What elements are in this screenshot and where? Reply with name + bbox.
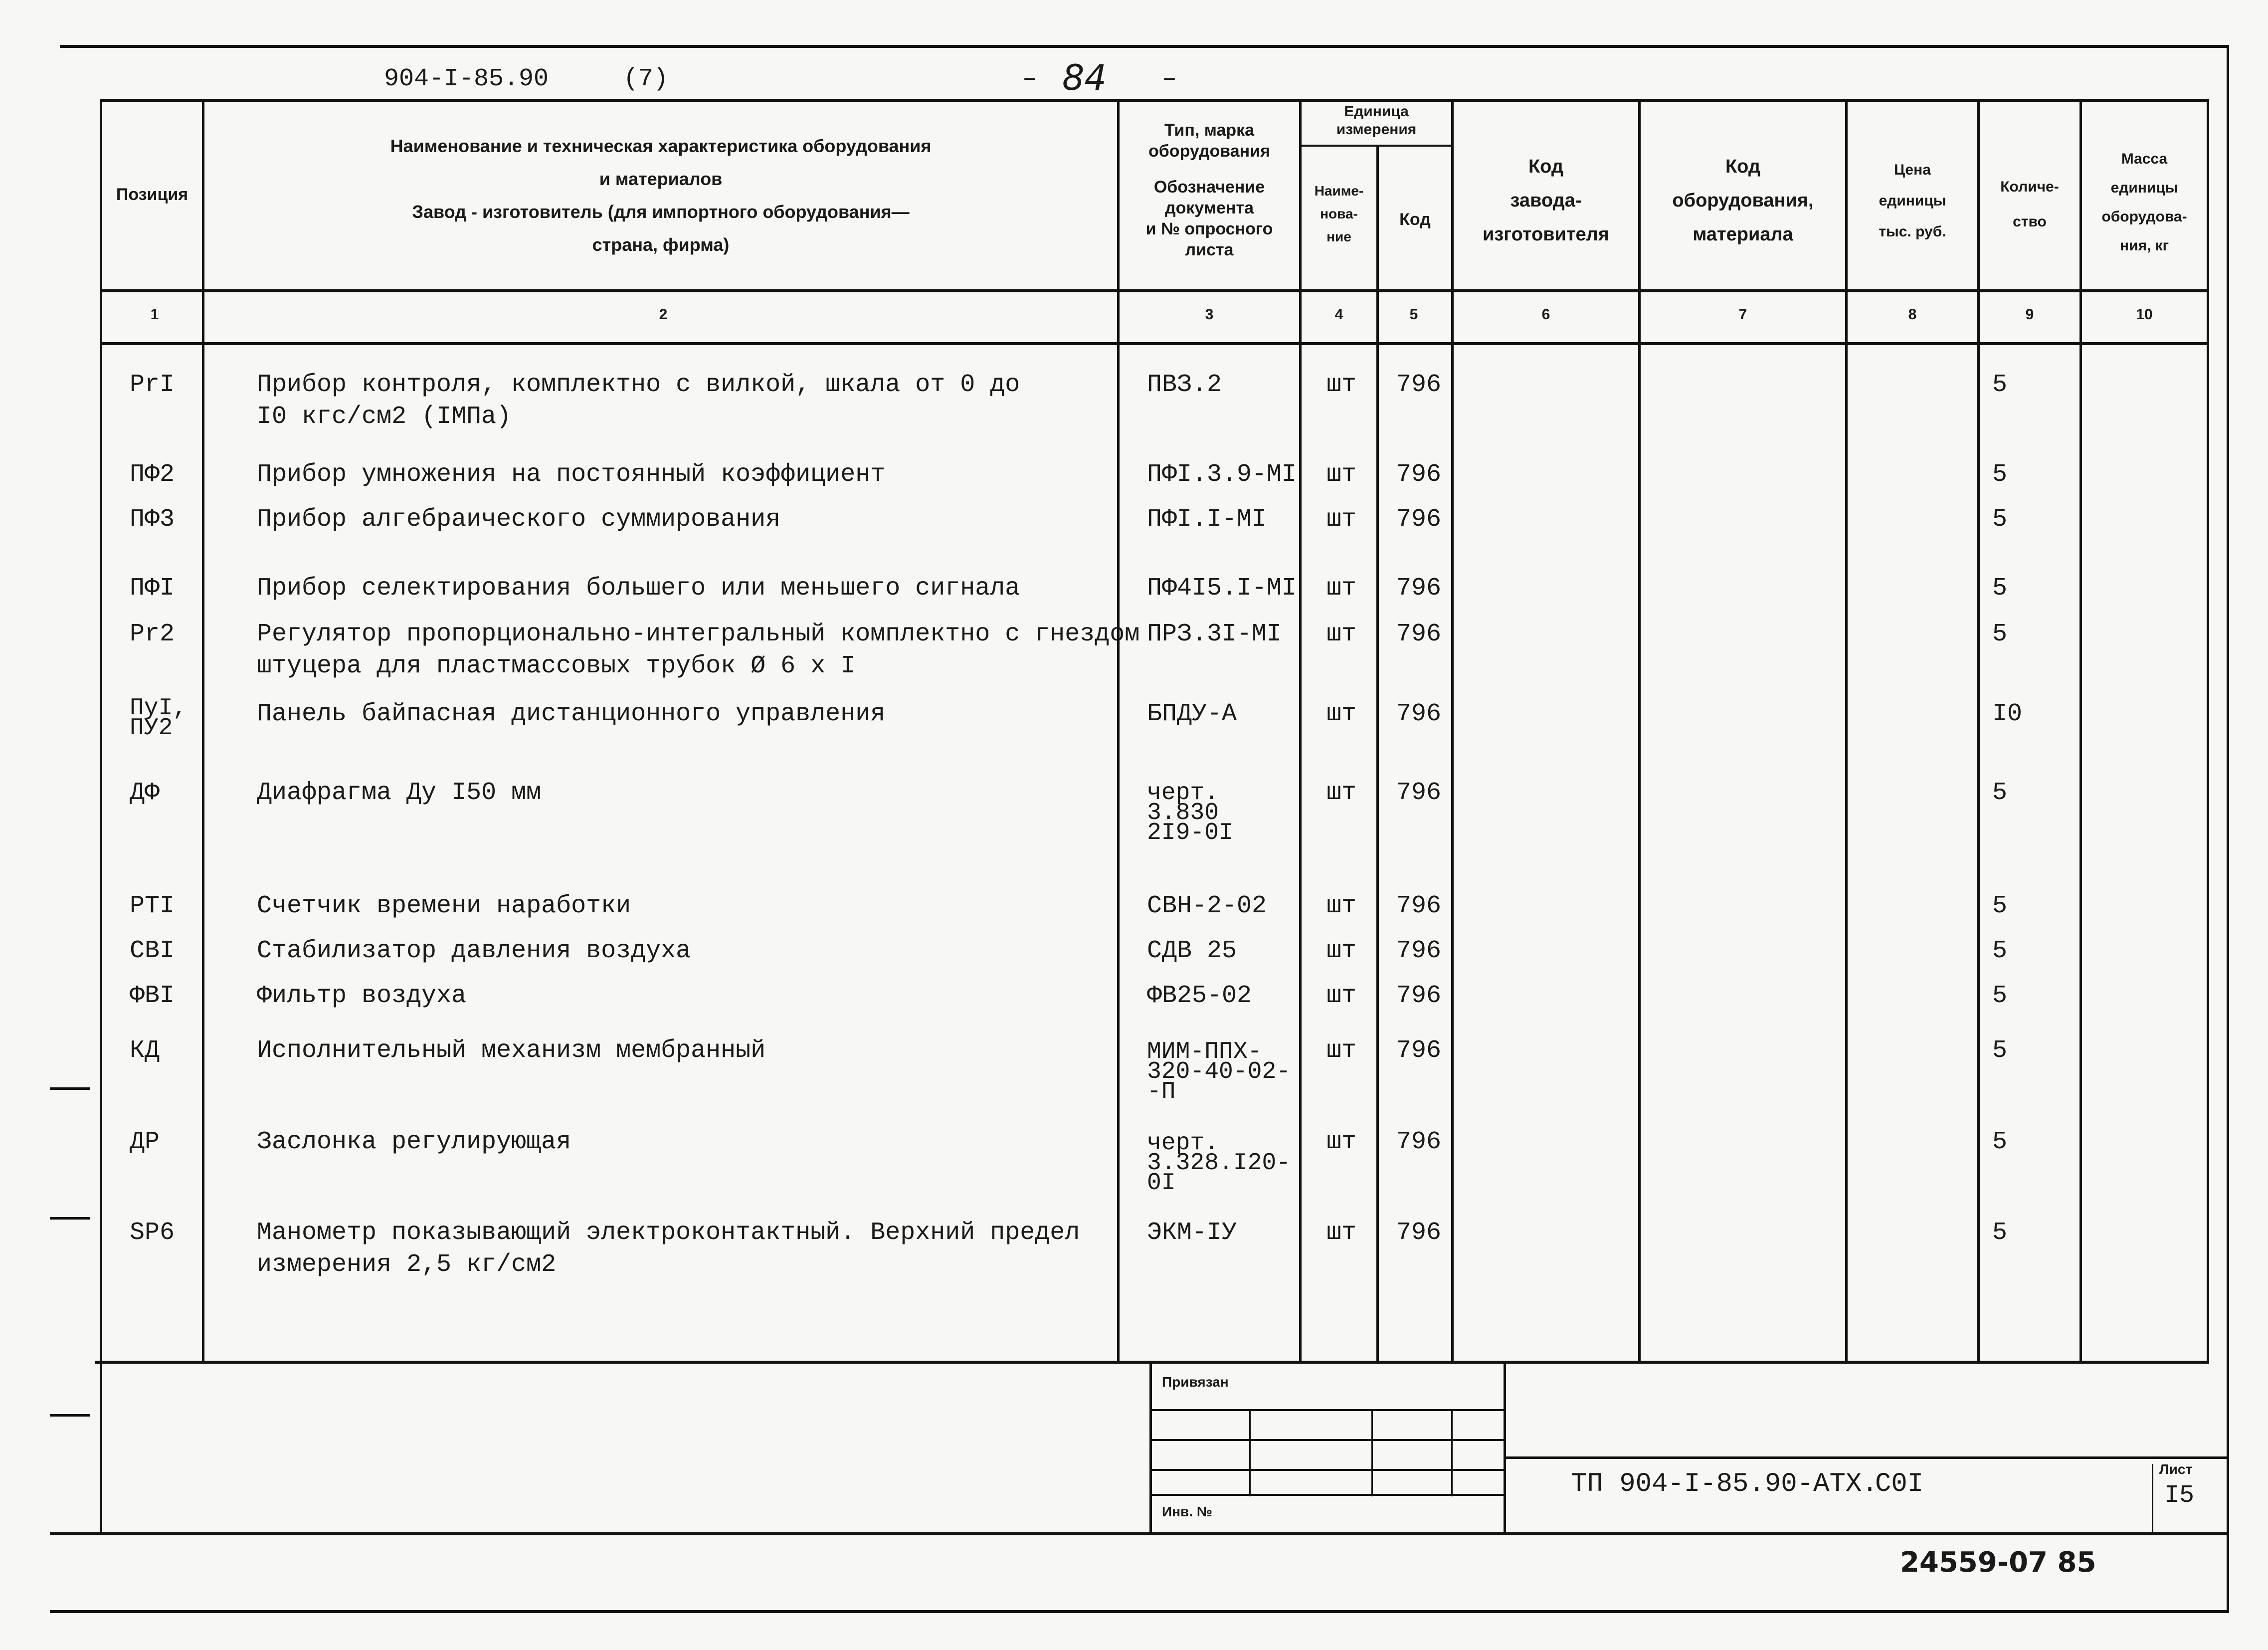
stamp-cell-2 (1371, 1409, 1373, 1496)
footer-archive-number: 24559-07 85 (1900, 1546, 2096, 1579)
row-unit: шт (1326, 1128, 1357, 1156)
header-name-line3: Завод - изготовитель (для импортного оборудования— (412, 202, 910, 222)
row-name: Диафрагма Ду I50 мм (257, 779, 542, 807)
row-unit: шт (1326, 982, 1357, 1010)
row-unit-code: 796 (1396, 371, 1442, 399)
header-price-line3: тыс. руб. (1879, 223, 1946, 240)
table-row (0, 459, 2268, 489)
row-qty: 5 (1992, 574, 2008, 603)
col-divider-6 (1638, 99, 1641, 1361)
row-type: ПРЗ.3I-МI (1147, 620, 1282, 648)
row-unit-code: 796 (1396, 700, 1442, 728)
colnum-5: 5 (1409, 306, 1418, 323)
header-unit-name (1302, 180, 1376, 248)
colnum-9: 9 (2025, 306, 2034, 323)
row-name: Прибор алгебраического суммирования (257, 505, 781, 534)
header-equip-code (1641, 150, 1845, 251)
page-number: 84 (1062, 57, 1107, 98)
header-type-line4: документа (1165, 199, 1254, 217)
stamp-mid-line (1504, 1361, 1506, 1535)
row-name: Прибор контроля, комплектно с вилкой, шкала от 0 до I0 кгс/см2 (IМПа) (257, 371, 1020, 431)
colnum-6: 6 (1541, 306, 1550, 323)
row-qty: 5 (1992, 779, 2008, 807)
header-equip-code-line3: материала (1693, 224, 1793, 245)
header-position: Позиция (116, 185, 189, 204)
row-unit-code: 796 (1396, 574, 1442, 603)
header-plant-code-line3: изготовителя (1483, 224, 1609, 245)
header-plant-code-line1: Код (1528, 156, 1564, 177)
row-unit: шт (1326, 1036, 1357, 1065)
row-name: Заслонка регулирующая (257, 1128, 571, 1156)
row-unit-code: 796 (1396, 620, 1442, 648)
col-divider-1 (202, 99, 204, 1361)
col-divider-3 (1299, 99, 1302, 1361)
table-row (0, 695, 2268, 742)
row-qty: 5 (1992, 982, 2008, 1010)
stamp-bottom (50, 1532, 2229, 1535)
stamp-inv-label: Инв. № (1162, 1504, 1213, 1519)
row-position: PTI (130, 892, 175, 920)
header-type-line5: и № опросного (1145, 219, 1273, 238)
col-divider-9 (2079, 99, 2082, 1361)
row-qty: 5 (1992, 1036, 2008, 1065)
unit-group-line (1299, 145, 1451, 147)
header-bottom (100, 289, 2209, 292)
col-divider-5 (1451, 99, 1454, 1361)
header-name-line1: Наименование и техническая характеристика оборудования (390, 136, 932, 156)
page-number-dash-left: – (1022, 65, 1038, 93)
header-unit-name-line3: ние (1326, 229, 1351, 244)
row-qty: 5 (1992, 505, 2008, 534)
row-unit-code: 796 (1396, 1128, 1442, 1156)
header-price-line2: единицы (1879, 193, 1946, 209)
row-unit-code: 796 (1396, 892, 1442, 920)
colnum-4: 4 (1334, 306, 1343, 323)
table-row (0, 504, 2268, 534)
colnum-7: 7 (1738, 306, 1747, 323)
row-type: ФВ25-02 (1147, 982, 1252, 1010)
colnum-10: 10 (2136, 306, 2153, 323)
frame-right-line (2227, 45, 2229, 1611)
row-type: черт. 3.830 2I9-0I (1147, 780, 1233, 846)
row-unit-code: 796 (1396, 460, 1442, 489)
col-divider-2 (1117, 99, 1120, 1361)
row-unit: шт (1326, 620, 1357, 648)
header-qty-line2: ство (2013, 213, 2047, 230)
row-name: Прибор селектирования большего или меньшего сигнала (257, 574, 1020, 603)
row-unit: шт (1326, 460, 1357, 489)
table-row (0, 619, 2268, 680)
frame-left-line (100, 99, 102, 1535)
row-position: PrI (130, 371, 175, 399)
stamp-cell-1 (1249, 1409, 1251, 1496)
table-row (0, 1126, 2268, 1197)
header-type-line3: Обозначение (1153, 178, 1265, 197)
document-code: 904-I-85.90 (384, 65, 549, 93)
row-qty: 5 (1992, 620, 2008, 648)
stamp-bound-label: Привязан (1162, 1374, 1229, 1390)
colnum-bottom (100, 342, 2209, 345)
row-unit-code: 796 (1396, 937, 1442, 965)
stamp-designation: ТП 904-I-85.90-АТХ. (1571, 1469, 1878, 1499)
margin-mark-3 (50, 1414, 90, 1417)
header-type-line6: листа (1185, 240, 1234, 259)
row-unit: шт (1326, 1219, 1357, 1247)
header-price-line1: Цена (1894, 162, 1931, 178)
sheet-index: (7) (623, 65, 669, 93)
row-name: Панель байпасная дистанционного управления (257, 700, 886, 728)
col-divider-4 (1376, 145, 1379, 1361)
table-row (0, 369, 2268, 431)
row-unit: шт (1326, 700, 1357, 728)
row-name: Прибор умножения на постоянный коэффициент (257, 460, 886, 489)
header-plant-code-line2: завода- (1510, 190, 1582, 211)
row-position: Pr2 (130, 620, 175, 648)
margin-mark-1 (50, 1087, 90, 1090)
header-equip-code-line1: Код (1725, 156, 1761, 177)
row-position: ПФ3 (130, 505, 175, 534)
row-unit-code: 796 (1396, 1219, 1442, 1247)
header-mass-line1: Масса (2121, 151, 2168, 167)
stamp-designation-top (1504, 1456, 2229, 1459)
row-unit: шт (1326, 574, 1357, 603)
header-mass (2082, 145, 2207, 260)
row-qty: 5 (1992, 460, 2008, 489)
row-type: черт. 3.328.I20- 0I (1147, 1130, 1291, 1197)
row-position: ПФI (130, 574, 175, 603)
col-divider-8 (1977, 99, 1980, 1361)
row-unit-code: 796 (1396, 505, 1442, 534)
header-type-line2: оборудования (1148, 142, 1270, 161)
row-position: ФBI (130, 982, 175, 1010)
row-position: КД (130, 1036, 160, 1065)
stamp-sheet-divider (2152, 1464, 2153, 1534)
header-mass-line4: ния, кг (2119, 237, 2169, 254)
row-unit-code: 796 (1396, 779, 1442, 807)
header-name-line2: и материалов (599, 169, 723, 189)
header-unit-line2: измерения (1336, 121, 1417, 138)
row-position: SP6 (130, 1219, 175, 1247)
header-mass-line3: оборудова- (2101, 208, 2187, 225)
header-qty (1980, 170, 2079, 239)
row-type: ЭКМ-IУ (1147, 1219, 1237, 1247)
table-row (0, 1217, 2268, 1279)
header-qty-line1: Количе- (2000, 179, 2059, 195)
row-unit: шт (1326, 779, 1357, 807)
colnum-2: 2 (659, 306, 668, 323)
row-name: Стабилизатор давления воздуха (257, 937, 691, 965)
header-unit-code: Код (1399, 210, 1431, 229)
row-unit: шт (1326, 937, 1357, 965)
row-type: БПДУ-А (1147, 700, 1237, 728)
row-qty: 5 (1992, 1128, 2008, 1156)
header-unit (1302, 103, 1451, 139)
row-name: Фильтр воздуха (257, 982, 467, 1010)
row-name: Манометр показывающий электроконтактный. Верхний предел измерения 2,5 кг/см2 (257, 1219, 1080, 1279)
row-position: ПуI, ПУ2 (130, 695, 188, 742)
header-price (1848, 155, 1977, 247)
row-unit-code: 796 (1396, 1036, 1442, 1065)
table-row (0, 935, 2268, 965)
margin-mark-2 (50, 1217, 90, 1220)
table-row (0, 980, 2268, 1010)
frame-top-line (60, 45, 2229, 48)
row-type: ПФI.3.9-МI (1147, 460, 1297, 489)
row-unit-code: 796 (1396, 982, 1442, 1010)
header-mass-line2: единицы (2110, 180, 2178, 196)
row-qty: 5 (1992, 371, 2008, 399)
header-unit-line1: Единица (1344, 103, 1409, 120)
frame-bottom-line (50, 1610, 2229, 1613)
row-position: CBI (130, 937, 175, 965)
row-position: ДФ (130, 779, 160, 807)
stamp-left-line (1149, 1361, 1152, 1535)
table-body-bottom (95, 1361, 2209, 1364)
row-qty: 5 (1992, 892, 2008, 920)
header-name-line4: страна, фирма) (592, 234, 730, 255)
row-type: ПФI.I-МI (1147, 505, 1267, 534)
table-header-top (100, 99, 2209, 102)
row-type: СДВ 25 (1147, 937, 1237, 965)
row-type: ПФ4I5.I-МI (1147, 574, 1297, 603)
colnum-3: 3 (1205, 306, 1214, 323)
row-unit: шт (1326, 505, 1357, 534)
row-qty: 5 (1992, 1219, 2008, 1247)
row-unit: шт (1326, 371, 1357, 399)
stamp-cell-3 (1451, 1409, 1453, 1496)
page-number-dash-right: – (1162, 65, 1177, 93)
table-row (0, 573, 2268, 603)
colnum-8: 8 (1908, 306, 1917, 323)
row-name: Счетчик времени наработки (257, 892, 631, 920)
row-type: ПВЗ.2 (1147, 371, 1222, 399)
header-type (1120, 120, 1299, 260)
row-qty: 5 (1992, 937, 2008, 965)
stamp-sheet-number: I5 (2164, 1481, 2195, 1510)
table-row (0, 890, 2268, 920)
row-position: ПФ2 (130, 460, 175, 489)
row-qty: I0 (1992, 700, 2023, 728)
row-type: МИМ-ППХ- 320-40-02- -П (1147, 1038, 1291, 1105)
table-row (0, 1035, 2268, 1105)
row-position: ДР (130, 1128, 160, 1156)
row-type: СВН-2-02 (1147, 892, 1267, 920)
header-name (204, 130, 1117, 261)
stamp-sheet-label: Лист (2159, 1461, 2193, 1477)
header-unit-name-line1: Наиме- (1314, 183, 1364, 199)
colnum-1: 1 (150, 306, 159, 323)
table-right-line (2207, 99, 2209, 1361)
header-plant-code (1454, 150, 1638, 251)
stamp-section: С0I (1875, 1469, 1924, 1499)
header-type-line1: Тип, марка (1164, 121, 1255, 140)
header-equip-code-line2: оборудования, (1672, 190, 1814, 211)
header-unit-name-line2: нова- (1320, 206, 1358, 221)
col-divider-7 (1845, 99, 1848, 1361)
row-name: Регулятор пропорционально-интегральный комплектно с гнездом штуцера для пластмассовых трубок Ø 6 х I (257, 620, 1140, 680)
table-row (0, 777, 2268, 846)
row-unit: шт (1326, 892, 1357, 920)
row-name: Исполнительный механизм мембранный (257, 1036, 766, 1065)
